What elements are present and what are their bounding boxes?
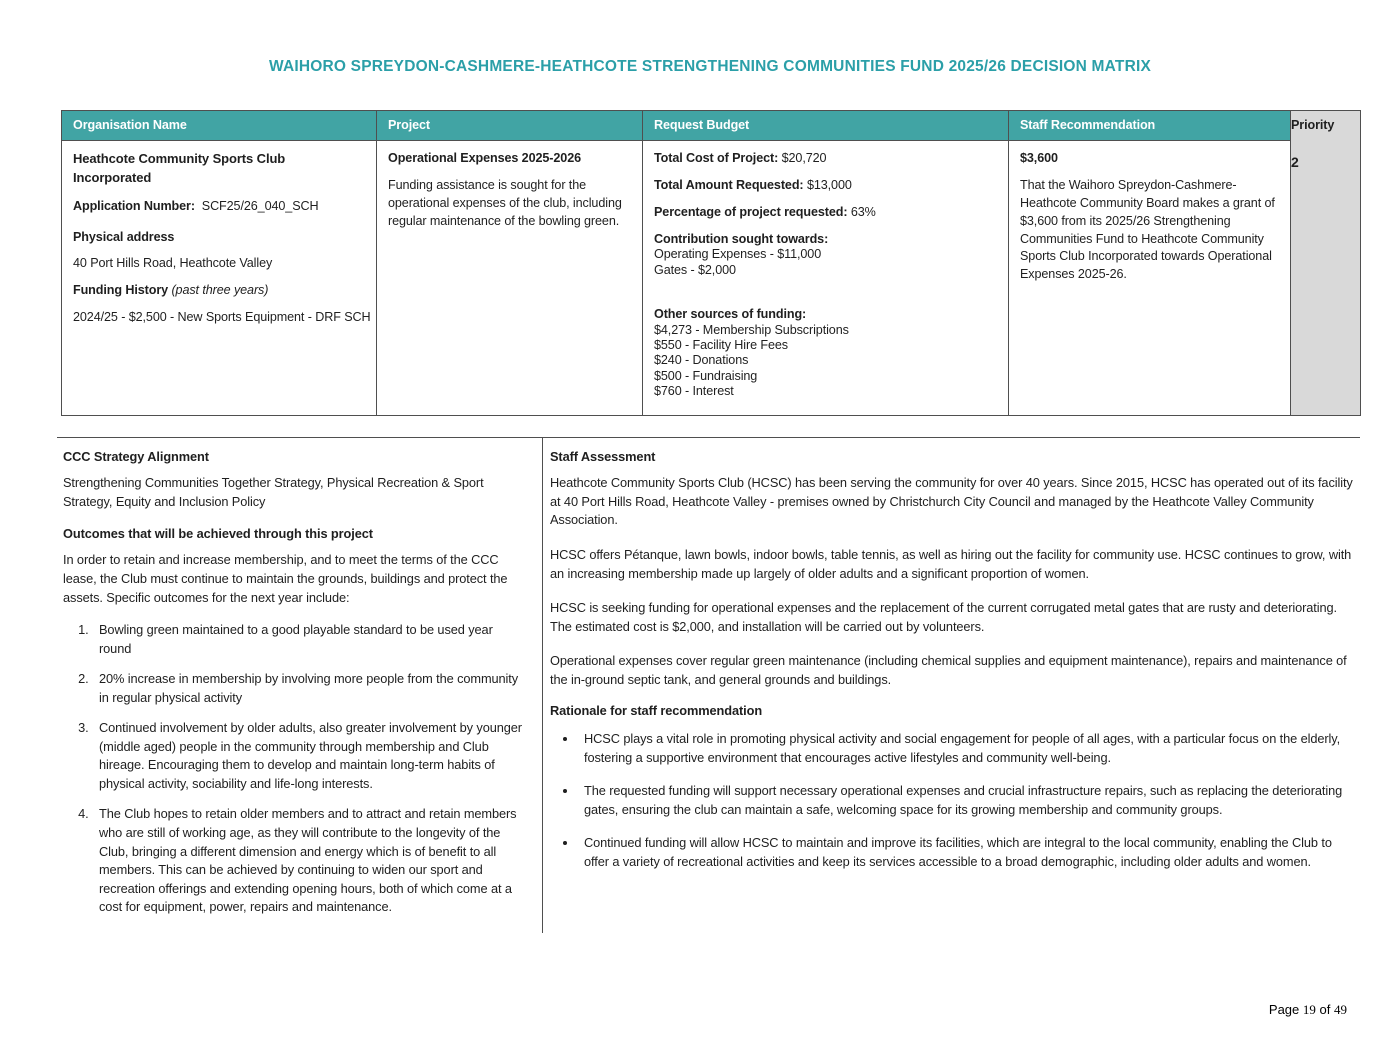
recommended-amount: $3,600	[1020, 151, 1058, 165]
decision-matrix-table	[61, 110, 1361, 416]
recommendation-text: That the Waihoro Spreydon-Cashmere-Heathcote Community Board makes a grant of $3,600 from its 2025/26 Strengthening Communities Fund to Heathcote Community Sports Club Incorporated towards Operational Expenses 2025-26.	[1020, 177, 1275, 282]
strategy-alignment-heading: CCC Strategy Alignment	[63, 449, 209, 465]
outcome-item: 3. Continued involvement by older adults, also greater involvement by younger (middle aged) people in the community through membership and Club hireage. Encouraging them to develop and maintain long-term habits of physical activity, sociability and life-long interests.	[92, 719, 528, 793]
outcome-item: 2. 20% increase in membership by involving more people from the community in regular physical activity	[92, 670, 528, 707]
rationale-item: • Continued funding will allow HCSC to maintain and improve its facilities, which are integral to the local community, enabling the Club to offer a variety of recreational activities and keep its services accessible to a broad demographic, including older adults and women.	[578, 834, 1356, 871]
organisation-name: Heathcote Community Sports Club Incorporated	[73, 151, 286, 185]
project-title: Operational Expenses 2025-2026	[388, 151, 582, 165]
table-row	[62, 141, 1361, 416]
assessment-paragraph: HCSC offers Pétanque, lawn bowls, indoor bowls, table tennis, as well as hiring out the facility for community use. HCSC continues to grow, with an increasing membership made up largely of older adults and a significant proportion of women.	[550, 547, 1352, 581]
of-word: of	[1319, 1002, 1331, 1017]
page-word: Page	[1268, 1002, 1300, 1017]
column-header-project: Project	[377, 111, 643, 141]
funding-history-label: Funding History (past three years)	[73, 283, 269, 298]
assessment-paragraph: HCSC is seeking funding for operational expenses and the replacement of the current corrugated metal gates that are rusty and deteriorating. The estimated cost is $2,000, and installation will be carried out by volunteers.	[550, 600, 1337, 634]
contribution-sought: Contribution sought towards: Operating Expenses - $11,000 Gates - $2,000	[654, 231, 997, 278]
organisation-cell	[62, 141, 377, 416]
outcomes-list	[63, 621, 528, 917]
priority-column	[1291, 111, 1361, 416]
page-title: WAIHORO SPREYDON-CASHMERE-HEATHCOTE STRENGTHENING COMMUNITIES FUND 2025/26 DECISION MATRIX	[268, 58, 1152, 75]
outcomes-intro: In order to retain and increase membership, and to meet the terms of the CCC lease, the Club must continue to maintain the grounds, buildings and protect the assets. Specific outcomes for the next year include:	[63, 552, 508, 605]
outcome-item: 4. The Club hopes to retain older members and to attract and retain members who are still of working age, as they will contribute to the longevity of the Club, bringing a different dimension and energy which is of benefit to all members. This can be achieved by continuing to widen our sport and recreation offerings and extending opening hours, both of which come at a cost for equipment, power, repairs and maintenance.	[92, 805, 528, 916]
staff-assessment-heading: Staff Assessment	[550, 449, 656, 465]
page-total: 49	[1334, 1002, 1347, 1017]
budget-cell	[643, 141, 1009, 416]
funding-history-entry: 2024/25 - $2,500 - New Sports Equipment - DRF SCH	[73, 310, 371, 325]
rationale-list	[552, 730, 1356, 871]
contribution-item: Gates - $2,000	[654, 262, 736, 277]
page-number: 19	[1302, 1002, 1316, 1017]
total-requested: Total Amount Requested: $13,000	[654, 177, 852, 192]
assessment-section	[57, 437, 1360, 932]
other-source-item: $240 - Donations	[654, 353, 749, 368]
staff-recommendation-cell	[1009, 141, 1291, 416]
rationale-heading: Rationale for staff recommendation	[550, 703, 763, 719]
column-header-staff-recommendation: Staff Recommendation	[1009, 111, 1291, 141]
strategy-alignment-panel	[57, 438, 543, 932]
physical-address: 40 Port Hills Road, Heathcote Valley	[73, 256, 273, 271]
other-sources: Other sources of funding: $4,273 - Membership Subscriptions $550 - Facility Hire Fees $240 - Donations $500 - Fundraising $760 - Interest	[654, 306, 997, 399]
table-header-row	[62, 111, 1361, 141]
other-source-item: $760 - Interest	[654, 384, 734, 398]
project-cell	[377, 141, 643, 416]
staff-assessment-panel	[543, 438, 1360, 932]
physical-address-label: Physical address	[73, 229, 175, 244]
outcomes-heading: Outcomes that will be achieved through this project	[63, 526, 373, 542]
column-header-priority: Priority	[1291, 118, 1335, 132]
outcome-item: 1. Bowling green maintained to a good playable standard to be used year round	[92, 621, 528, 658]
column-header-budget: Request Budget	[643, 111, 1009, 141]
other-source-item: $4,273 - Membership Subscriptions	[654, 322, 849, 337]
rationale-item: • The requested funding will support necessary operational expenses and crucial infrastructure repairs, such as replacing the deteriorating gates, ensuring the club can maintain a safe, welcoming space for its growing membership and community groups.	[578, 782, 1356, 819]
total-cost: Total Cost of Project: $20,720	[654, 151, 827, 165]
page-footer	[1269, 1002, 1347, 1018]
rationale-item: • HCSC plays a vital role in promoting physical activity and social engagement for people of all ages, with a particular focus on the elderly, fostering a supportive environment that encourages active lifestyles and community well-being.	[578, 730, 1356, 767]
strategy-alignment-text: Strengthening Communities Together Strategy, Physical Recreation & Sport Strategy, Equity and Inclusion Policy	[63, 475, 484, 509]
application-number: Application Number: SCF25/26_040_SCH	[73, 198, 319, 213]
contribution-item: Operating Expenses - $11,000	[654, 247, 822, 262]
project-description: Funding assistance is sought for the operational expenses of the club, including regular maintenance of the bowling green.	[388, 177, 622, 228]
other-source-item: $550 - Facility Hire Fees	[654, 337, 788, 352]
other-source-item: $500 - Fundraising	[654, 368, 758, 383]
assessment-paragraph: Operational expenses cover regular green maintenance (including chemical supplies and equipment maintenance), repairs and maintenance of the in-ground septic tank, and general grounds and buildings.	[550, 653, 1347, 687]
priority-value: 2	[1291, 154, 1299, 170]
percentage-requested: Percentage of project requested: 63%	[654, 204, 876, 219]
assessment-paragraph: Heathcote Community Sports Club (HCSC) has been serving the community for over 40 years. Since 2015, HCSC has operated out of its facility at 40 Port Hills Road, Heathcote Valley - premises owned by Christchurch City Council and managed by the Heathcote Valley Community Association.	[550, 475, 1353, 528]
column-header-organisation: Organisation Name	[62, 111, 377, 141]
